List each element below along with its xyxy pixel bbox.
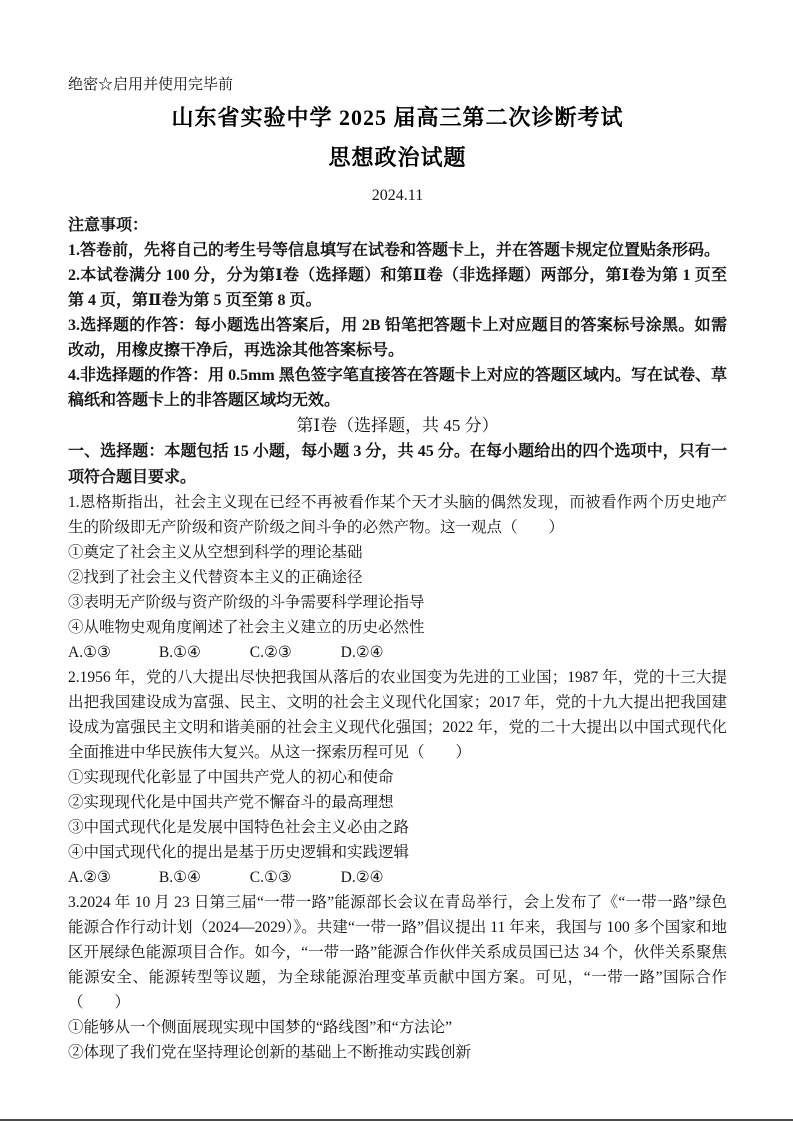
question-1-stem: 1.恩格斯指出，社会主义现在已经不再被看作某个天才头脑的偶然发现，而被看作两个历史地产生的阶级即无产阶级和资产阶级之间斗争的必然产物。这一观点（ ） [68, 494, 727, 536]
question-1-choice-a: A.①③ [68, 644, 111, 661]
question-2-choice-c: C.①③ [249, 869, 292, 886]
notice-item-2: 2.本试卷满分 100 分，分为第Ⅰ卷（选择题）和第Ⅱ卷（非选择题）两部分，第Ⅰ卷为第 1 页至第 4 页，第Ⅱ卷为第 5 页至第 8 页。 [68, 267, 727, 309]
question-2-stem: 2.1956 年，党的八大提出尽快把我国从落后的农业国变为先进的工业国；1987 年，党的十三大提出把我国建设成为富强、民主、文明的社会主义现代化国家；2017 年，党的十九大提出把我国建设成为富强民主文明和谐美丽的社会主义现代化强国；2022 年，党的二十大提出以中国式现代化全面推进中华民族伟大复兴。从这一探索历程可见（ ） [68, 669, 727, 761]
notice-item-1: 1.答卷前，先将自己的考生号等信息填写在试卷和答题卡上，并在答题卡规定位置贴条形码。 [68, 242, 721, 259]
notice-heading: 注意事项： [68, 217, 149, 234]
question-2-choices [68, 865, 727, 890]
question-1-choice-c: C.②③ [249, 644, 292, 661]
question-2-option-4: ④中国式现代化的提出是基于历史逻辑和实践逻辑 [68, 844, 410, 861]
question-1-option-1: ①奠定了社会主义从空想到科学的理论基础 [68, 544, 363, 561]
question-3-stem: 3.2024 年 10 月 23 日第三届“一带一路”能源部长会议在青岛举行，会上发布了《“一带一路”绿色能源合作行动计划（2024—2029）》。共建“一带一路”倡议提出 11 年来，我国与 100 多个国家和地区开展绿色能源项目合作。如今，“一带一路”能源合作伙伴关系成员国已达 34 个，伙伴关系聚焦能源安全、能源转型等议题，为全球能源治理变革贡献中国方案。可见，“一带一路”国际合作（ ） [68, 894, 727, 1011]
question-3-option-2: ②体现了我们党在坚持理论创新的基础上不断推动实践创新 [68, 1044, 472, 1061]
section1-header: 第Ⅰ卷（选择题，共 45 分） [296, 416, 499, 435]
notice-item-4: 4.非选择题的作答：用 0.5mm 黑色签字笔直接答在答题卡上对应的答题区域内。写在试卷、草稿纸和答题卡上的非答题区域均无效。 [68, 367, 727, 409]
question-2-choice-b: B.①④ [158, 869, 201, 886]
notice-item-3: 3.选择题的作答：每小题选出答案后，用 2B 铅笔把答题卡上对应题目的答案标号涂黑。如需改动，用橡皮擦干净后，再选涂其他答案标号。 [68, 317, 727, 359]
question-2-option-3: ③中国式现代化是发展中国特色社会主义必由之路 [68, 819, 410, 836]
question-2-option-2: ②实现现代化是中国共产党不懈奋斗的最高理想 [68, 794, 394, 811]
exam-title: 山东省实验中学 2025 届高三第二次诊断考试 [171, 105, 624, 130]
question-1-option-4: ④从唯物史观角度阐述了社会主义建立的历史必然性 [68, 619, 425, 636]
question-1-option-3: ③表明无产阶级与资产阶级的斗争需要科学理论指导 [68, 594, 425, 611]
mcq-section-intro: 一、选择题：本题包括 15 小题，每小题 3 分，共 45 分。在每小题给出的四个选项中，只有一项符合题目要求。 [68, 443, 727, 486]
question-2-choice-d: D.②④ [340, 869, 384, 886]
security-classification: 绝密☆启用并使用完毕前 [68, 77, 234, 93]
question-1-choice-d: D.②④ [340, 644, 384, 661]
exam-date: 2024.11 [371, 187, 424, 204]
question-1-choice-b: B.①④ [158, 644, 201, 661]
question-3-option-1: ①能够从一个侧面展现实现中国梦的“路线图”和“方法论” [68, 1019, 453, 1036]
question-1-choices [68, 640, 727, 665]
page-bottom-border [0, 1119, 793, 1121]
question-1-option-2: ②找到了社会主义代替资本主义的正确途径 [68, 569, 363, 586]
exam-subtitle: 思想政治试题 [328, 145, 467, 170]
question-2-option-1: ①实现现代化彰显了中国共产党人的初心和使命 [68, 769, 394, 786]
question-2-choice-a: A.②③ [68, 869, 111, 886]
